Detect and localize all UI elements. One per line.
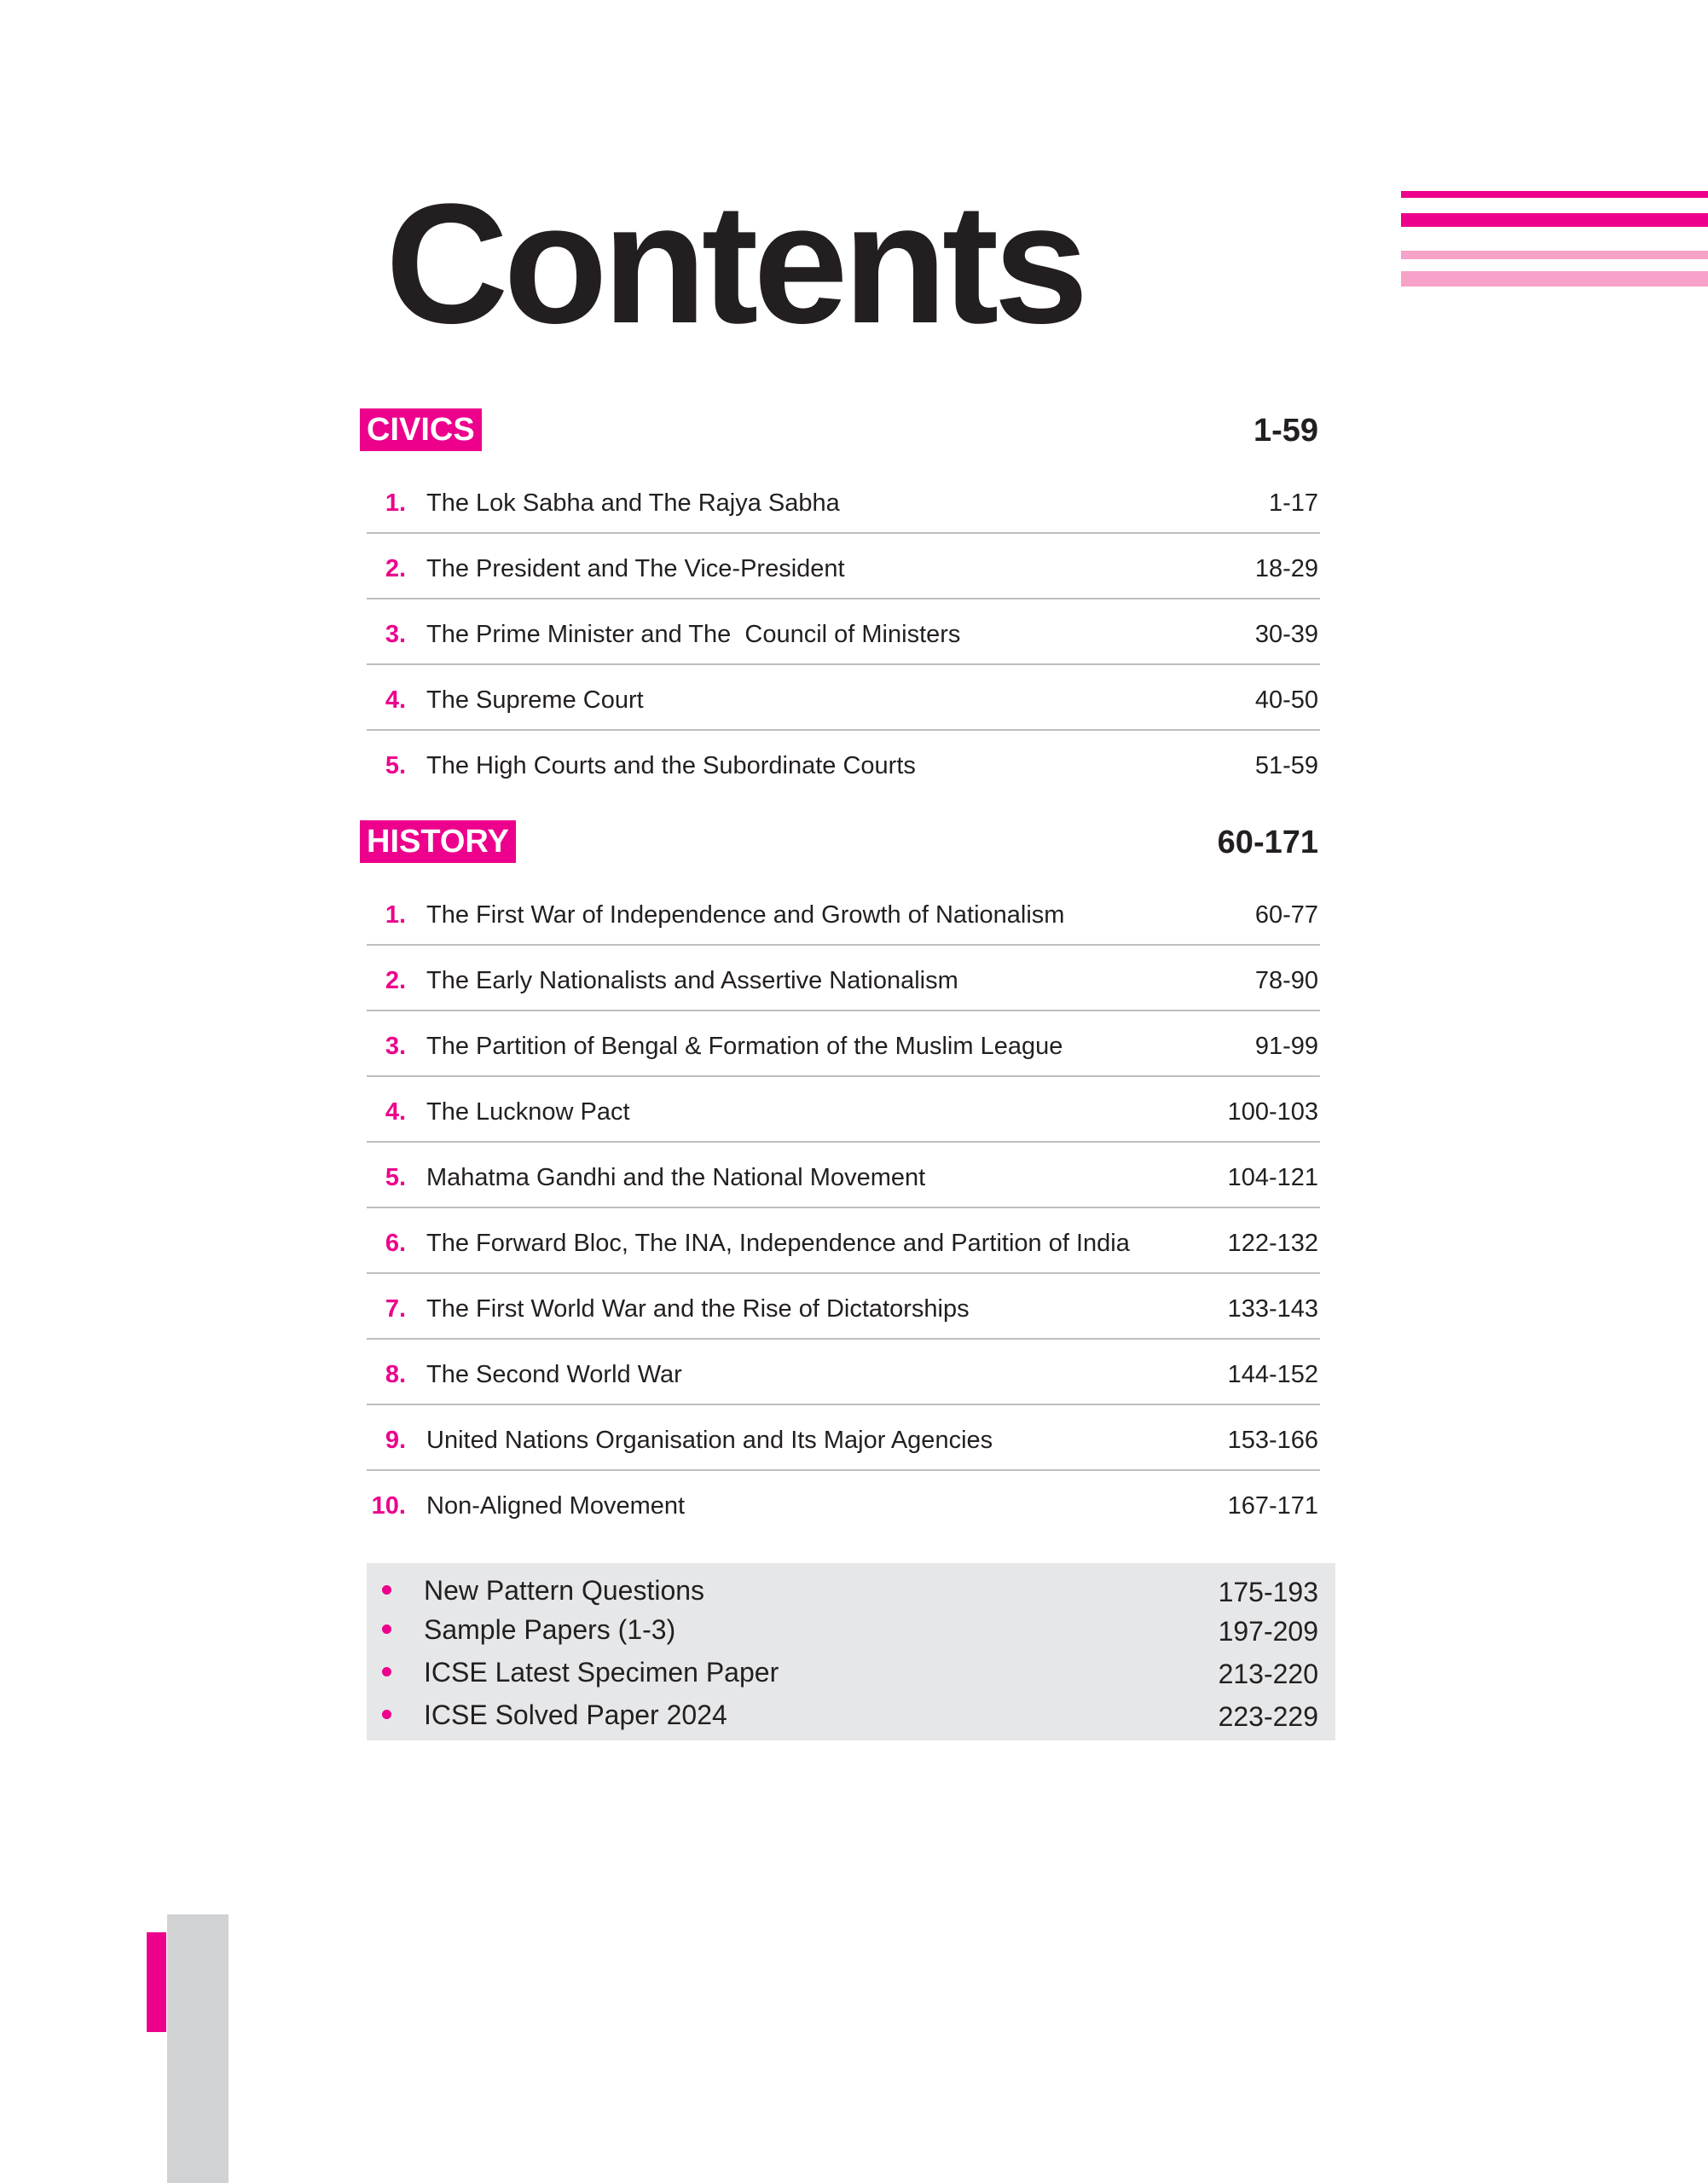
section-tag: HISTORY <box>360 820 516 863</box>
chapter-title: Mahatma Gandhi and the National Movement <box>426 1164 926 1191</box>
chapter-number: 5. <box>385 1164 406 1191</box>
chapter-pages: 51-59 <box>1254 752 1318 779</box>
chapter-pages: 133-143 <box>1227 1295 1318 1323</box>
chapter-title: The Prime Minister and The Council of Ministers <box>426 621 961 648</box>
chapter-pages: 30-39 <box>1254 621 1318 648</box>
extras-pages: 175-193 <box>1218 1577 1318 1607</box>
chapter-number: 7. <box>385 1295 406 1323</box>
chapter-number: 1. <box>385 489 406 517</box>
chapter-pages: 18-29 <box>1254 555 1318 582</box>
toc-row[interactable] <box>367 536 1320 599</box>
chapter-number: 5. <box>385 752 406 779</box>
bullet-icon <box>382 1624 391 1634</box>
toc-row[interactable] <box>367 471 1320 534</box>
chapter-title: The Forward Bloc, The INA, Independence and Partition of India <box>426 1230 1130 1257</box>
toc-row[interactable] <box>367 733 1320 796</box>
chapter-number: 10. <box>371 1492 406 1520</box>
toc-row[interactable] <box>367 1211 1320 1274</box>
extras-title: New Pattern Questions <box>424 1575 705 1606</box>
extras-item[interactable] <box>367 1609 1335 1650</box>
chapter-title: The First War of Independence and Growth of Nationalism <box>426 901 1065 929</box>
decor-stripe <box>1401 213 1708 227</box>
chapter-title: The Supreme Court <box>426 686 644 714</box>
section-page-range: 1-59 <box>1253 413 1318 449</box>
toc-row[interactable] <box>367 1014 1320 1077</box>
section-header-history <box>360 820 1318 865</box>
chapter-number: 3. <box>385 621 406 648</box>
chapter-number: 4. <box>385 686 406 714</box>
chapter-pages: 153-166 <box>1227 1427 1318 1454</box>
bullet-icon <box>382 1710 391 1719</box>
extras-item[interactable] <box>367 1694 1335 1735</box>
chapter-number: 1. <box>385 901 406 929</box>
page-title: Contents <box>385 169 1084 359</box>
extras-item[interactable] <box>367 1652 1335 1693</box>
toc-row[interactable] <box>367 1145 1320 1208</box>
chapter-title: The President and The Vice-President <box>426 555 845 582</box>
chapter-number: 4. <box>385 1098 406 1126</box>
chapter-number: 9. <box>385 1427 406 1454</box>
chapter-pages: 100-103 <box>1227 1098 1318 1126</box>
extras-item[interactable] <box>367 1570 1335 1611</box>
page-edge-marker <box>147 1932 166 2032</box>
section-page-range: 60-171 <box>1217 825 1318 860</box>
toc-list-civics <box>367 471 1320 799</box>
toc-row[interactable] <box>367 1408 1320 1471</box>
decor-stripe <box>1401 271 1708 287</box>
chapter-pages: 1-17 <box>1268 489 1318 517</box>
toc-row[interactable] <box>367 883 1320 946</box>
extras-pages: 213-220 <box>1218 1659 1318 1689</box>
chapter-pages: 104-121 <box>1227 1164 1318 1191</box>
chapter-pages: 91-99 <box>1254 1033 1318 1060</box>
toc-row[interactable] <box>367 1277 1320 1340</box>
extras-pages: 197-209 <box>1218 1616 1318 1647</box>
bullet-icon <box>382 1585 391 1595</box>
chapter-pages: 40-50 <box>1254 686 1318 714</box>
chapter-title: The Partition of Bengal & Formation of the Muslim League <box>426 1033 1063 1060</box>
chapter-pages: 78-90 <box>1254 967 1318 994</box>
section-header-civics <box>360 408 1318 453</box>
chapter-number: 2. <box>385 967 406 994</box>
toc-row[interactable] <box>367 1474 1320 1537</box>
decor-stripe <box>1401 251 1708 259</box>
chapter-title: The Lok Sabha and The Rajya Sabha <box>426 489 840 517</box>
decor-stripe <box>1401 191 1708 198</box>
chapter-pages: 60-77 <box>1254 901 1318 929</box>
toc-list-history <box>367 883 1320 1539</box>
extras-title: ICSE Solved Paper 2024 <box>424 1699 727 1730</box>
toc-row[interactable] <box>367 948 1320 1011</box>
section-tag: CIVICS <box>360 408 482 451</box>
chapter-title: The Early Nationalists and Assertive Nationalism <box>426 967 958 994</box>
toc-row[interactable] <box>367 1342 1320 1405</box>
chapter-title: The Second World War <box>426 1361 682 1388</box>
extras-title: ICSE Latest Specimen Paper <box>424 1657 779 1688</box>
chapter-title: The High Courts and the Subordinate Courts <box>426 752 916 779</box>
chapter-title: United Nations Organisation and Its Major Agencies <box>426 1427 993 1454</box>
chapter-number: 3. <box>385 1033 406 1060</box>
bullet-icon <box>382 1667 391 1676</box>
chapter-title: Non-Aligned Movement <box>426 1492 686 1520</box>
chapter-title: The Lucknow Pact <box>426 1098 630 1126</box>
page-edge-bar <box>167 1914 229 2183</box>
chapter-number: 6. <box>385 1230 406 1257</box>
extras-pages: 223-229 <box>1218 1701 1318 1732</box>
chapter-number: 2. <box>385 555 406 582</box>
toc-row[interactable] <box>367 602 1320 665</box>
chapter-pages: 122-132 <box>1227 1230 1318 1257</box>
toc-row[interactable] <box>367 1080 1320 1143</box>
chapter-title: The First World War and the Rise of Dictatorships <box>426 1295 970 1323</box>
chapter-pages: 167-171 <box>1227 1492 1318 1520</box>
chapter-number: 8. <box>385 1361 406 1388</box>
extras-title: Sample Papers (1-3) <box>424 1614 676 1645</box>
toc-row[interactable] <box>367 668 1320 731</box>
chapter-pages: 144-152 <box>1227 1361 1318 1388</box>
extras-panel <box>367 1563 1335 1740</box>
